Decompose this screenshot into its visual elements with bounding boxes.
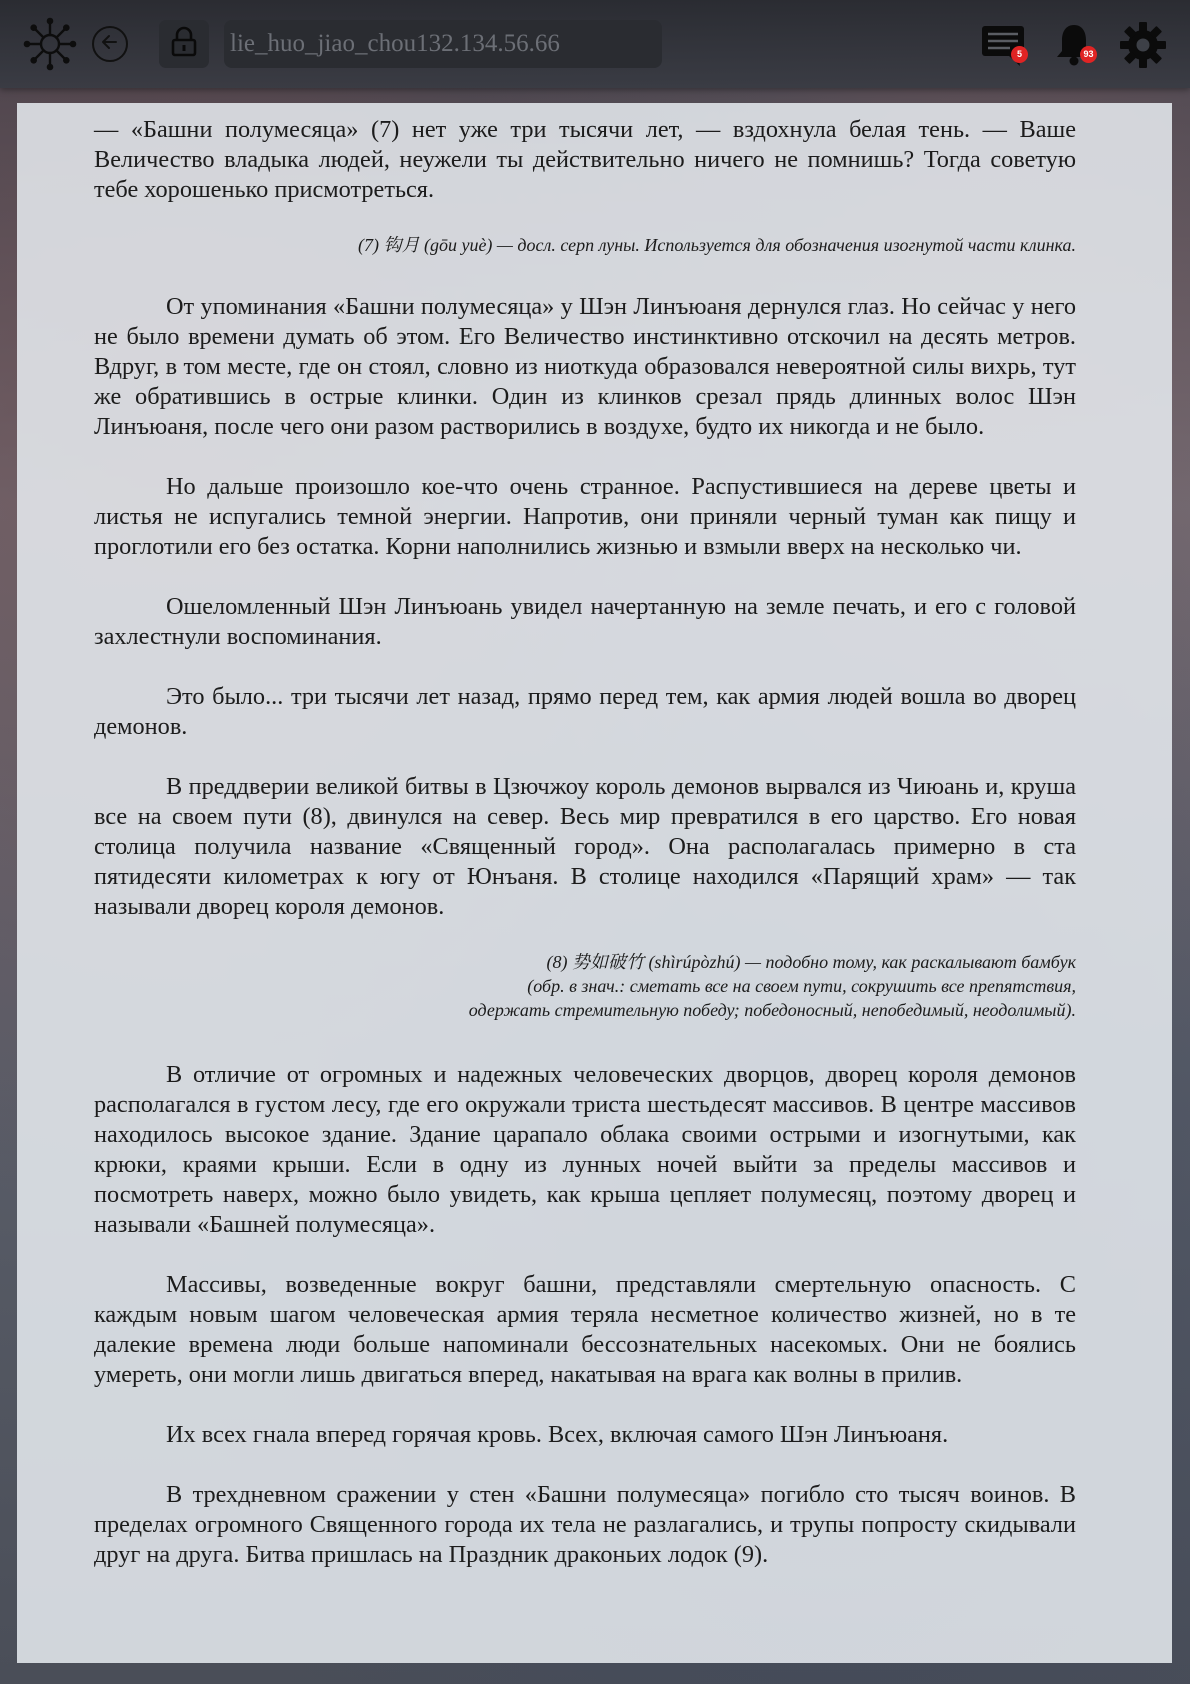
chapter-text bbox=[94, 115, 1076, 1570]
paragraph: Их всех гнала вперед горячая кровь. Всех, включая самого Шэн Линъюаня. bbox=[166, 1421, 949, 1448]
notifications-button[interactable] bbox=[1054, 22, 1102, 68]
top-bar bbox=[0, 0, 1190, 88]
notifications-count-badge: 93 bbox=[1080, 46, 1097, 63]
messages-count-badge: 5 bbox=[1011, 46, 1028, 63]
reading-page bbox=[17, 103, 1172, 1663]
lock-button[interactable] bbox=[159, 20, 209, 68]
footnote: (7) 钩月 (gōu yuè) — досл. серп луны. Используется для обозначения изогнутой части клинка. bbox=[357, 235, 1076, 255]
paragraph: Но дальше произошло кое-что очень странное. Распустившиеся на дереве цветы и листья не испугались темной энергии. Напротив, они приняли черный туман как пищу и проглотили его без остатка. Корни наполнились жизнью и взмыли вверх на несколько чи. bbox=[94, 473, 1076, 560]
gear-icon bbox=[1118, 20, 1168, 70]
lock-icon bbox=[169, 26, 199, 63]
settings-button[interactable] bbox=[1118, 20, 1168, 70]
paragraph: Ошеломленный Шэн Линъюань увидел начертанную на земле печать, и его с головой захлестнули воспоминания. bbox=[94, 593, 1076, 650]
paragraph: Это было... три тысячи лет назад, прямо перед тем, как армия людей вошла во дворец демонов. bbox=[94, 683, 1076, 740]
paragraph: В отличие от огромных и надежных человеческих дворцов, дворец короля демонов располагался в густом лесу, где его окружали триста шестьдесят массивов. В центре массивов находилось высокое здание. Здание царапало облака своими острыми и изогнутыми, как крюки, краями крыши. Если в одну из лунных ночей выйти за пределы массивов и посмотреть наверх, можно было увидеть, как крыша цепляет полумесяц, поэтому дворец и называли «Башней полумесяца». bbox=[94, 1061, 1076, 1238]
paragraph: Массивы, возведенные вокруг башни, представляли смертельную опасность. С каждым новым шагом человеческая армия теряла несметное количество жизней, но в те далекие времена люди больше напоминали бессознательных насекомых. Они не боялись умереть, они могли лишь двигаться вперед, накатывая на врага как волны в прилив. bbox=[94, 1271, 1076, 1388]
footnote: одержать стремительную победу; победоносный, непобедимый, неодолимый). bbox=[468, 1000, 1076, 1020]
url-field[interactable]: lie_huo_jiao_chou132.134.56.66 bbox=[224, 20, 662, 68]
arrow-left-icon bbox=[99, 31, 121, 58]
footnote: (8) 势如破竹 (shìrúpòzhú) — подобно тому, как раскалывают бамбук bbox=[546, 952, 1076, 972]
paragraph: В трехдневном сражении у стен «Башни полумесяца» погибло сто тысяч воинов. В пределах огромного Священного города их тела не разлагались, и трупы попросту скидывали друг на друга. Битва пришлась на Праздник драконьих лодок (9). bbox=[94, 1481, 1076, 1568]
back-button[interactable] bbox=[92, 26, 128, 62]
footnote: (обр. в знач.: сметать все на своем пути, сокрушить все препятствия, bbox=[527, 976, 1076, 996]
paragraph: — «Башни полумесяца» (7) нет уже три тысячи лет, — вздохнула белая тень. — Ваше Величество владыка людей, неужели ты действительно ничего не помнишь? Тогда советую тебе хорошенько присмотреться. bbox=[94, 116, 1076, 203]
paragraph: От упоминания «Башни полумесяца» у Шэн Линъюаня дернулся глаз. Но сейчас у него не было времени думать об этом. Его Величество инстинктивно отскочил на десять метров. Вдруг, в том месте, где он стоял, словно из ниоткуда образовался невероятной силы вихрь, тут же обратившись в острые клинки. Один из клинков срезал прядь длинных волос Шэн Линъюаня, после чего они разом растворились в воздухе, будто их никогда и не было. bbox=[94, 293, 1076, 440]
paragraph: В преддверии великой битвы в Цзючжоу король демонов вырвался из Чиюань и, круша все на своем пути (8), двинулся на север. Весь мир превратился в его царство. Его новая столица получила название «Священный город». Она располагалась примерно в ста пятидесяти километрах к югу от Юнъаня. В столице находился «Парящий храм» — так называли дворец короля демонов. bbox=[94, 773, 1076, 920]
sun-network-icon[interactable] bbox=[22, 16, 78, 72]
